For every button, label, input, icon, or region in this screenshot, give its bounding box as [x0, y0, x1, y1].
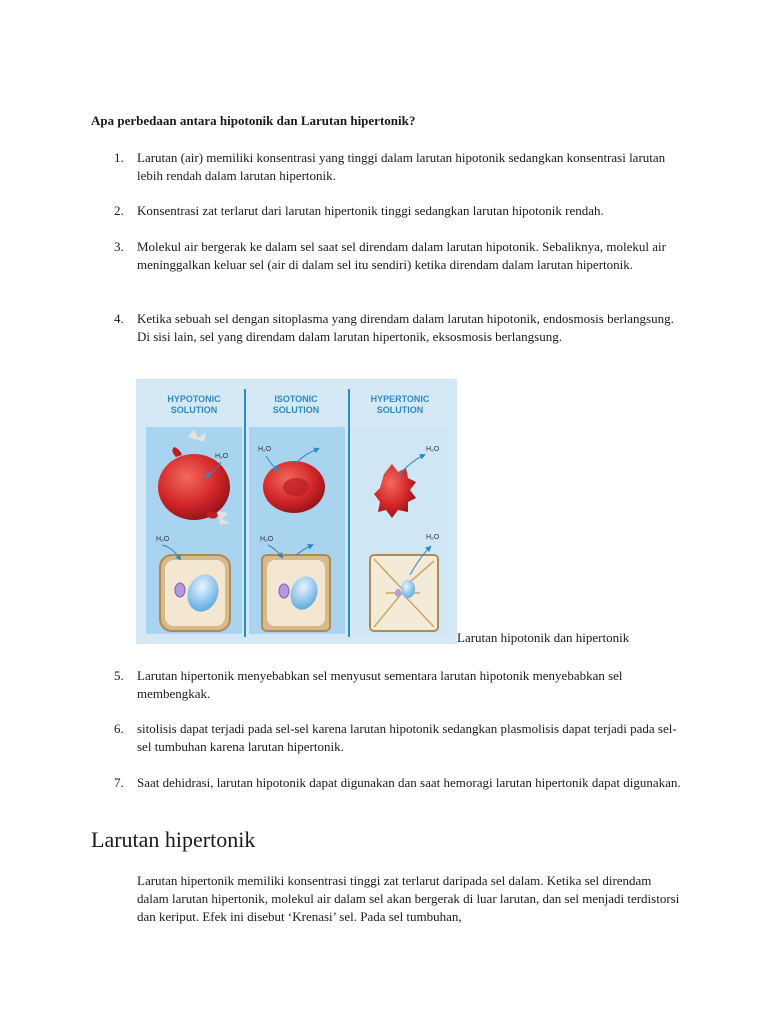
list-item	[114, 774, 684, 792]
list-text: Larutan (air) memiliki konsentrasi yang tinggi dalam larutan hipotonik sedangkan konsentrasi larutan lebih rendah dalam larutan hipertonik.	[137, 150, 666, 183]
list-text: Molekul air bergerak ke dalam sel saat sel direndam dalam larutan hipotonik. Sebaliknya, molekul air meninggalkan keluar sel (air di dalam sel itu sendiri) ketika direndam dalam larutan hipertonik.	[137, 239, 666, 272]
list-text: Larutan hipertonik menyebabkan sel menyusut sementara larutan hipotonik menyebabkan sel membengkak.	[137, 668, 623, 701]
list-item	[114, 149, 684, 185]
panel-subtitle-hypotonic: SOLUTION	[170, 405, 218, 415]
list-item	[114, 720, 684, 756]
list-number: 4.	[114, 311, 124, 326]
h2o-label: H₂O	[215, 453, 229, 460]
normal-red-cell-icon	[263, 461, 325, 513]
list-item	[114, 202, 684, 220]
section-heading: Larutan hipertonik	[91, 827, 256, 852]
h2o-label: H₂O	[156, 536, 170, 543]
panel-title-hypotonic: HYPOTONIC	[167, 394, 221, 404]
osmosis-figure	[136, 379, 457, 644]
list-number: 6.	[114, 721, 124, 736]
list-number: 2.	[114, 203, 124, 218]
normal-plant-cell-icon	[262, 555, 330, 631]
turgid-plant-cell-icon	[160, 555, 230, 631]
panel-title-isotonic: ISOTONIC	[274, 394, 318, 404]
list-number: 3.	[114, 239, 124, 254]
osmosis-illustration	[136, 379, 457, 644]
h2o-label: H₂O	[258, 446, 272, 453]
list-number: 5.	[114, 668, 124, 683]
list-item	[114, 667, 684, 703]
h2o-label: H₂O	[260, 536, 274, 543]
panel-subtitle-hypertonic: SOLUTION	[376, 405, 424, 415]
list-item	[114, 310, 684, 346]
h2o-label: H₂O	[426, 446, 440, 453]
list-item	[114, 238, 684, 274]
list-text: Konsentrasi zat terlarut dari larutan hipertonik tinggi sedangkan larutan hipotonik rendah.	[137, 203, 604, 218]
list-number: 1.	[114, 150, 124, 165]
list-text: Ketika sebuah sel dengan sitoplasma yang direndam dalam larutan hipotonik, endosmosis berlangsung. Di sisi lain, sel yang direndam dalam larutan hipertonik, eksosmosis berlangsung.	[137, 311, 674, 344]
list-number: 7.	[114, 775, 124, 790]
panel-subtitle-isotonic: SOLUTION	[272, 405, 320, 415]
plasmolyzed-plant-cell-icon	[370, 555, 438, 631]
figure-caption: Larutan hipotonik dan hipertonik	[457, 630, 630, 645]
list-text: sitolisis dapat terjadi pada sel-sel karena larutan hipotonik sedangkan plasmolisis dapat terjadi pada sel-sel tumbuhan karena larutan hipertonik.	[137, 721, 677, 754]
list-text: Saat dehidrasi, larutan hipotonik dapat digunakan dan saat hemoragi larutan hipertonik dapat digunakan.	[137, 775, 681, 790]
question-heading: Apa perbedaan antara hipotonik dan Larutan hipertonik?	[91, 113, 416, 128]
section-paragraph: Larutan hipertonik memiliki konsentrasi tinggi zat terlarut daripada sel dalam. Ketika sel direndam dalam larutan hipertonik, molekul air dalam sel akan bergerak di luar larutan, dan sel menjadi terdistorsi dan keriput. Efek ini disebut ‘Krenasi’ sel. Pada sel tumbuhan,	[137, 873, 680, 924]
panel-title-hypertonic: HYPERTONIC	[370, 394, 430, 404]
h2o-label: H₂O	[426, 534, 440, 541]
